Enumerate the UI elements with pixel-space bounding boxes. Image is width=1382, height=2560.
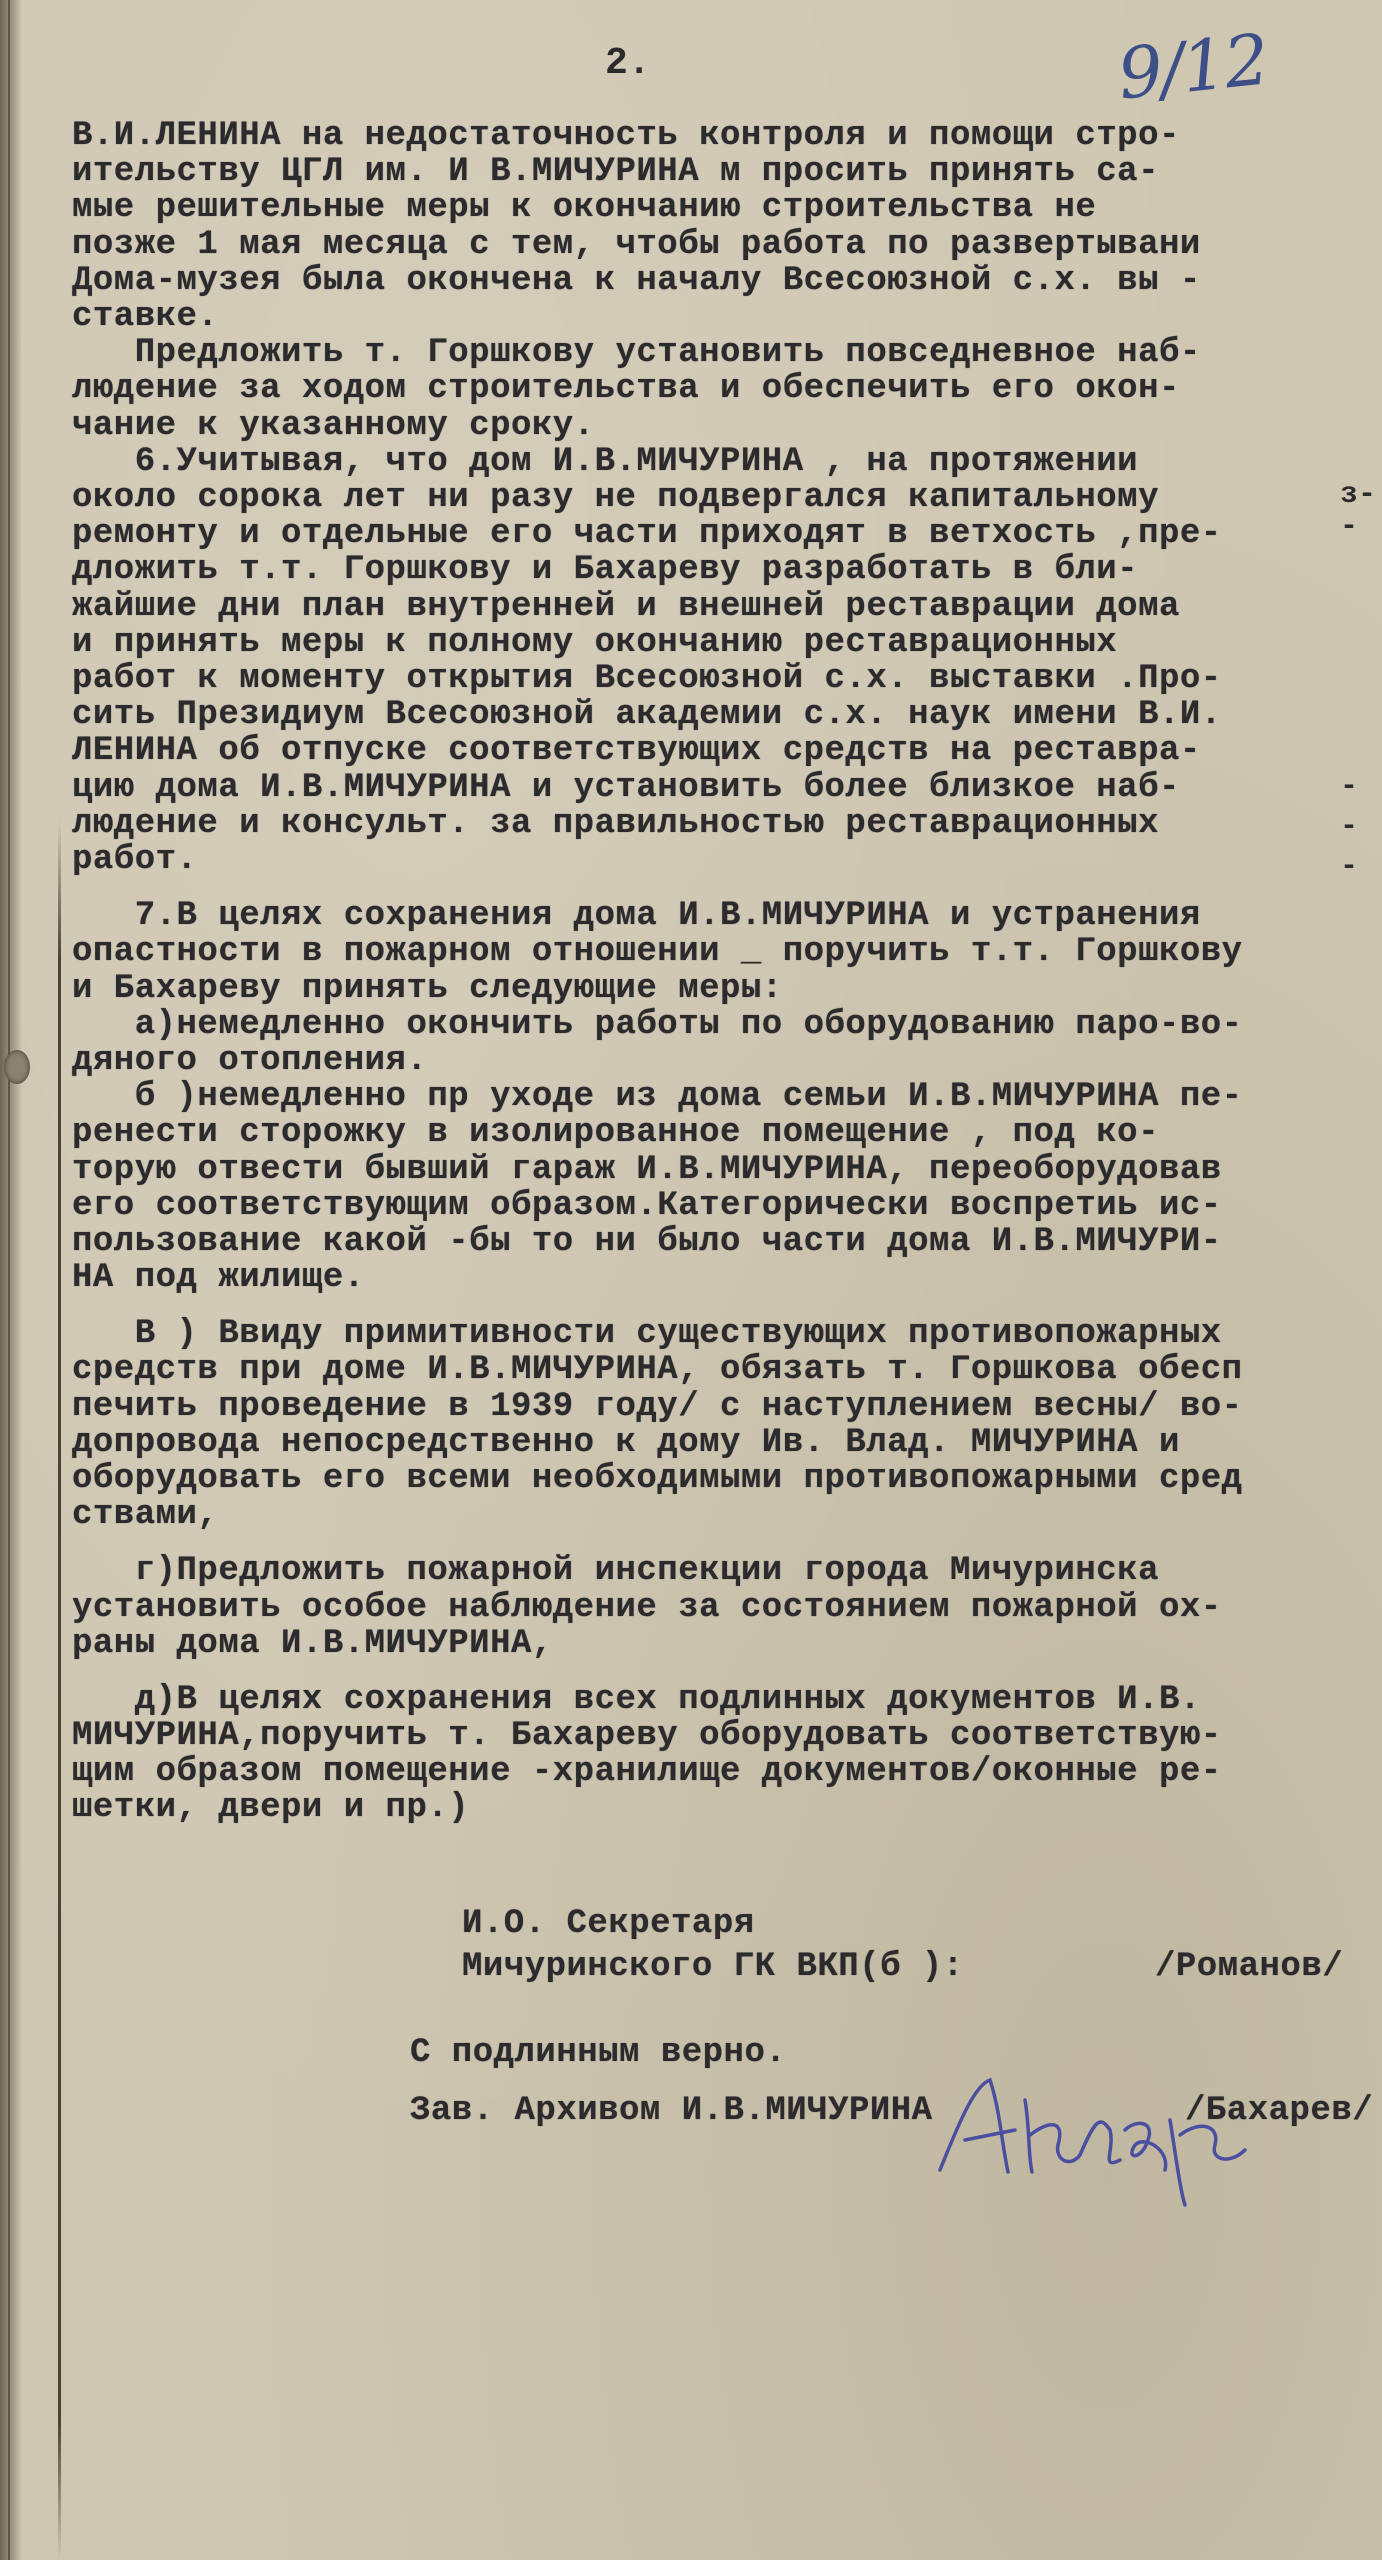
margin-mark: -: [1340, 810, 1359, 844]
margin-mark: -: [1340, 510, 1359, 544]
body-text-line: В.И.ЛЕНИНА на недостаточность контроля и помощи стро-: [72, 117, 1180, 155]
body-text-line: б )немедленно пр уходе из дома семьи И.В.МИЧУРИНА пе-: [72, 1078, 1243, 1116]
body-text-line: дяного отопления.: [72, 1042, 428, 1080]
body-text-line: дложить т.т. Горшкову и Бахареву разработать в бли-: [72, 551, 1139, 589]
page-number: 2.: [605, 42, 651, 85]
body-text-line: оборудовать его всеми необходимыми противопожарными сред: [72, 1460, 1243, 1498]
body-text-line: около сорока лет ни разу не подвергался капитальному: [72, 479, 1159, 517]
signatory-title-line1: И.О. Секретаря: [462, 1905, 755, 1943]
body-text-line: допровода непосредственно к дому Ив. Влад. МИЧУРИНА и: [72, 1424, 1180, 1462]
body-text-line: МИЧУРИНА,поручить т. Бахареву оборудовать соответствую-: [72, 1717, 1222, 1755]
body-text-line: средств при доме И.В.МИЧУРИНА, обязать т. Горшкова обесп: [72, 1351, 1243, 1389]
body-text-line: г)Предложить пожарной инспекции города Мичуринска: [72, 1552, 1159, 1590]
body-text-line: ренести сторожку в изолированное помещение , под ко-: [72, 1114, 1159, 1152]
binding-fold-line: [58, 820, 61, 2560]
signatory-name-bakharev: /Бахарев/: [1185, 2092, 1374, 2130]
body-text-line: ствами,: [72, 1496, 219, 1534]
margin-mark: з-: [1340, 478, 1377, 512]
body-text-line: торую отвести бывший гараж И.В.МИЧУРИНА, переоборудовав: [72, 1151, 1222, 1189]
handwritten-signature: [930, 2060, 1260, 2210]
certified-copy-note: С подлинным верно.: [410, 2034, 787, 2072]
body-text-line: ремонту и отдельные его части приходят в ветхость ,пре-: [72, 515, 1222, 553]
body-text-line: людение за ходом строительства и обеспечить его окон-: [72, 370, 1180, 408]
margin-mark: -: [1340, 770, 1359, 804]
body-text-line: 6.Учитывая, что дом И.В.МИЧУРИНА , на протяжении: [72, 443, 1139, 481]
body-text-line: ительству ЦГЛ им. И В.МИЧУРИНА м просить принять са-: [72, 153, 1159, 191]
signatory-title-line2: Мичуринского ГК ВКП(б ):: [462, 1948, 964, 1986]
body-text-line: и Бахареву принять следующие меры:: [72, 970, 783, 1008]
body-text-line: д)В целях сохранения всех подлинных документов И.В.: [72, 1681, 1201, 1719]
body-text-line: щим образом помещение -хранилище документов/оконные ре-: [72, 1753, 1222, 1791]
body-text-line: его соответствующим образом.Категорически воспретиь ис-: [72, 1187, 1222, 1225]
body-text-line: Предложить т. Горшкову установить повседневное наб-: [72, 334, 1201, 372]
body-text-line: и принять меры к полному окончанию реставрационных: [72, 624, 1118, 662]
binding-edge-line: [8, 0, 10, 2560]
body-text-line: жайшие дни план внутренней и внешней реставрации дома: [72, 588, 1180, 626]
body-text-line: мые решительные меры к окончанию строительства не: [72, 189, 1097, 227]
archive-number-handwritten: 9/12: [1114, 18, 1272, 116]
body-text-line: сить Президиум Всесоюзной академии с.х. наук имени В.И.: [72, 696, 1222, 734]
body-text-line: Дома-музея была окончена к началу Всесоюзной с.х. вы -: [72, 262, 1201, 300]
body-text-line: чание к указанному сроку.: [72, 407, 595, 445]
body-text-line: ЛЕНИНА об отпуске соответствующих средств на реставра-: [72, 732, 1201, 770]
body-text-line: печить проведение в 1939 году/ с наступлением весны/ во-: [72, 1388, 1243, 1426]
body-text-line: 7.В целях сохранения дома И.В.МИЧУРИНА и устранения: [72, 897, 1201, 935]
body-text-line: цию дома И.В.МИЧУРИНА и установить более близкое наб-: [72, 769, 1180, 807]
body-text-line: работ к моменту открытия Всесоюзной с.х. выставки .Про-: [72, 660, 1222, 698]
body-text-line: НА под жилище.: [72, 1259, 365, 1297]
body-text-line: работ.: [72, 841, 198, 879]
page-edge-shadow: [0, 0, 22, 2560]
body-text-line: позже 1 мая месяца с тем, чтобы работа по развертывани: [72, 226, 1201, 264]
body-text-line: ставке.: [72, 298, 219, 336]
body-text-line: пользование какой -бы то ни было части дома И.В.МИЧУРИ-: [72, 1223, 1222, 1261]
body-text-line: В ) Ввиду примитивности существующих противопожарных: [72, 1315, 1222, 1353]
body-text-line: шетки, двери и пр.): [72, 1789, 470, 1827]
archive-head-title: Зав. Архивом И.В.МИЧУРИНА: [410, 2092, 933, 2130]
body-text-line: а)немедленно окончить работы по оборудованию паро-во-: [72, 1006, 1243, 1044]
margin-mark: -: [1340, 850, 1359, 884]
body-text-line: раны дома И.В.МИЧУРИНА,: [72, 1625, 553, 1663]
body-text-line: людение и консульт. за правильностью реставрационных: [72, 805, 1159, 843]
signatory-name-romanov: /Романов/: [1155, 1948, 1344, 1986]
body-text-line: опастности в пожарном отношении _ поручить т.т. Горшкову: [72, 933, 1243, 971]
binding-hole: [4, 1050, 30, 1084]
body-text-line: установить особое наблюдение за состоянием пожарной ох-: [72, 1589, 1222, 1627]
